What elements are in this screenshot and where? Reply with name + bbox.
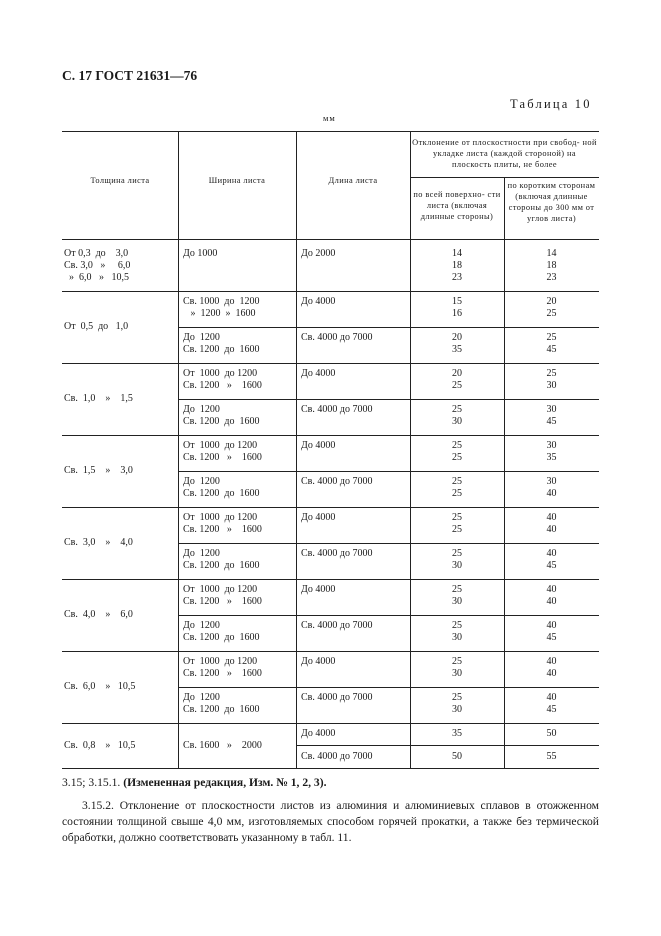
row-rule-2	[62, 363, 599, 364]
short-side-values: 14 18 23	[546, 248, 557, 283]
width-cell: От 1000 до 1200 Св. 1200 » 1600	[183, 512, 262, 535]
width-cell: До 1200 Св. 1200 до 1600	[183, 476, 260, 499]
thickness-cell: Св. 6,0 » 10,5	[64, 681, 136, 692]
short-side-values: 40 45	[546, 620, 557, 643]
amendment-bold: (Измененная редакция, Изм. № 1, 2, 3).	[123, 776, 327, 789]
full-surface-values: 25 30	[452, 584, 462, 607]
row-rule-8	[62, 768, 599, 769]
short-side-values: 55	[546, 750, 557, 762]
sub-row-rule-6	[178, 615, 599, 616]
sub-row-rule-8	[296, 745, 599, 746]
short-side-values: 30 40	[546, 476, 557, 499]
full-surface-values: 50	[452, 750, 462, 762]
short-side-values: 20 25	[546, 296, 557, 319]
sub-row-rule-3	[178, 399, 599, 400]
length-cell: До 4000	[301, 368, 336, 379]
row-rule-4	[62, 507, 599, 508]
length-cell: Св. 4000 до 7000	[301, 692, 373, 703]
sub-row-rule-4	[178, 471, 599, 472]
full-surface-values: 25 30	[452, 692, 462, 715]
header-short-sides: по коротким сторонам (включая длинные стороны до 300 мм от углов листа)	[507, 181, 596, 223]
width-cell: До 1000	[183, 248, 218, 259]
length-cell: До 4000	[301, 440, 336, 451]
sub-row-rule-2	[178, 327, 599, 328]
short-side-values: 40 40	[546, 512, 557, 535]
length-cell: Св. 4000 до 7000	[301, 548, 373, 559]
length-cell: Св. 4000 до 7000	[301, 332, 373, 343]
thickness-cell: От 0,5 до 1,0	[64, 321, 129, 332]
width-cell: Св. 1000 до 1200 » 1200 » 1600	[183, 296, 260, 319]
thickness-cell: Св. 4,0 » 6,0	[64, 609, 133, 620]
full-surface-values: 25 30	[452, 404, 462, 427]
length-cell: До 4000	[301, 656, 336, 667]
short-side-values: 40 45	[546, 692, 557, 715]
header-length: Длина листа	[328, 176, 378, 185]
thickness-cell: Св. 0,8 » 10,5	[64, 739, 136, 751]
width-cell: До 1200 Св. 1200 до 1600	[183, 692, 260, 715]
full-surface-values: 20 35	[452, 332, 462, 355]
sub-row-rule-7	[178, 687, 599, 688]
length-cell: Св. 4000 до 7000	[301, 476, 373, 487]
length-cell: До 4000	[301, 728, 336, 739]
short-side-values: 30 35	[546, 440, 557, 463]
thickness-cell: Св. 1,0 » 1,5	[64, 393, 133, 404]
short-side-values: 40 40	[546, 584, 557, 607]
width-cell: От 1000 до 1200 Св. 1200 » 1600	[183, 656, 262, 679]
width-cell: До 1200 Св. 1200 до 1600	[183, 404, 260, 427]
short-side-values: 25 45	[546, 332, 557, 355]
header-bottom-rule	[62, 239, 599, 240]
row-rule-1	[62, 291, 599, 292]
length-cell: До 2000	[301, 248, 336, 259]
sub-row-rule-5	[178, 543, 599, 544]
width-cell: Св. 1600 » 2000	[183, 739, 262, 751]
short-side-values: 25 30	[546, 368, 557, 391]
full-surface-values: 25 25	[452, 440, 462, 463]
header-width: Ширина листа	[208, 176, 266, 185]
row-rule-3	[62, 435, 599, 436]
full-surface-values: 25 30	[452, 656, 462, 679]
width-cell: От 1000 до 1200 Св. 1200 » 1600	[183, 368, 262, 391]
length-cell: До 4000	[301, 512, 336, 523]
page-header: С. 17 ГОСТ 21631—76	[62, 68, 198, 83]
length-cell: До 4000	[301, 584, 336, 595]
width-cell: От 1000 до 1200 Св. 1200 » 1600	[183, 584, 262, 607]
thickness-cell: Св. 3,0 » 4,0	[64, 537, 133, 548]
col-rule-2	[296, 131, 297, 768]
header-thickness: Толщина листа	[90, 176, 150, 185]
header-full-surface: по всей поверхно- сти листа (включая длинные стороны)	[413, 190, 501, 221]
width-cell: До 1200 Св. 1200 до 1600	[183, 620, 260, 643]
short-side-values: 50	[546, 728, 557, 739]
short-side-values: 40 40	[546, 656, 557, 679]
width-cell: До 1200 Св. 1200 до 1600	[183, 332, 260, 355]
length-cell: Св. 4000 до 7000	[301, 750, 373, 762]
thickness-cell: Св. 1,5 » 3,0	[64, 465, 133, 476]
row-rule-7	[62, 723, 599, 724]
full-surface-values: 25 25	[452, 476, 462, 499]
deviation-table	[62, 131, 599, 768]
full-surface-values: 14 18 23	[452, 248, 462, 283]
amendment-note	[62, 775, 599, 791]
header-deviation: Отклонение от плоскостности при свобод- ной укладке листа (каждой стороной) на плоскость плиты, не более	[412, 138, 597, 169]
full-surface-values: 25 25	[452, 512, 462, 535]
full-surface-values: 25 30	[452, 548, 462, 571]
col-rule-1	[178, 131, 179, 768]
full-surface-values: 20 25	[452, 368, 462, 391]
length-cell: Св. 4000 до 7000	[301, 620, 373, 631]
full-surface-values: 15 16	[452, 296, 462, 319]
thickness-cell: От 0,3 до 3,0 Св. 3,0 » 6,0 » 6,0 » 10,5	[64, 248, 131, 283]
width-cell: До 1200 Св. 1200 до 1600	[183, 548, 260, 571]
width-cell: От 1000 до 1200 Св. 1200 » 1600	[183, 440, 262, 463]
row-rule-5	[62, 579, 599, 580]
length-cell: До 4000	[301, 296, 336, 307]
short-side-values: 40 45	[546, 548, 557, 571]
length-cell: Св. 4000 до 7000	[301, 404, 373, 415]
clause-3-15-2: 3.15.2. Отклонение от плоскостности листов из алюминия и алюминиевых сплавов в отожженном состоянии толщиной свыше 4,0 мм, изготовляемых способом горячей прокатки, а также без термической обработки, должно соответствовать указанному в табл. 11.	[62, 799, 599, 844]
amendment-clause: 3.15; 3.15.1.	[62, 776, 124, 789]
full-surface-values: 25 30	[452, 620, 462, 643]
full-surface-values: 35	[452, 728, 462, 739]
row-rule-6	[62, 651, 599, 652]
table-top-rule	[62, 131, 599, 132]
table-caption: Таблица 10	[510, 97, 592, 111]
table-unit: мм	[323, 113, 336, 123]
short-side-values: 30 45	[546, 404, 557, 427]
